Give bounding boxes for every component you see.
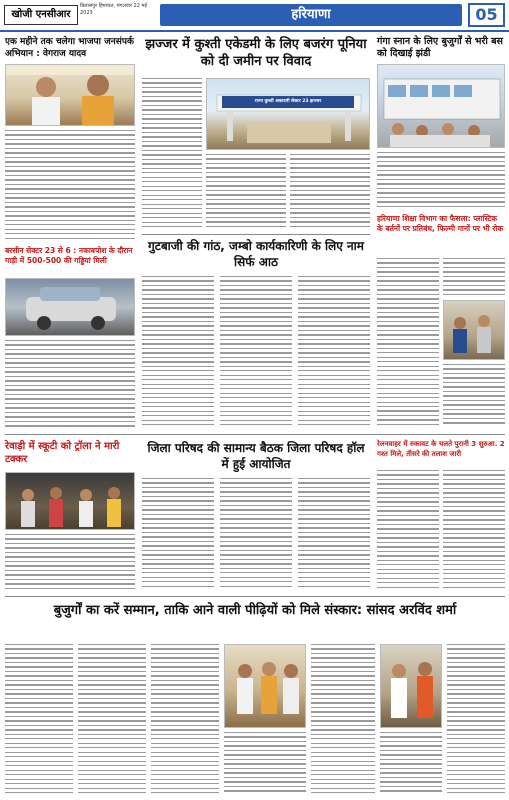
text-lead-col1: [142, 78, 202, 228]
headline-top-left: एक महीने तक चलेगा भाजपा जनसंपर्क अभियान : वेगराज यादव: [5, 37, 134, 59]
academy-building-illustration: [207, 79, 370, 150]
academy-sign-board: राज्य कुश्ती अकादमी सेक्टर 23 झज्जर: [222, 96, 354, 108]
text-right-mid-col2b: [443, 364, 505, 426]
text-bottom-col3: [151, 644, 219, 794]
photo-event-2: [380, 644, 442, 728]
car-illustration: [6, 279, 135, 336]
headline-bottom: बुजुर्गों का करें सम्मान, ताकि आने वाली पीढ़ियों को मिले संस्कार: सांसद अरविंद शर्मा: [53, 603, 457, 618]
text-center-mid-col2: [220, 276, 292, 426]
masthead: [0, 0, 509, 30]
text-bottom-col1: [5, 644, 73, 794]
page-number: 05: [468, 3, 505, 27]
text-bottom-col6: [380, 732, 442, 794]
photo-event-1: [224, 644, 306, 728]
divider-row3: [5, 596, 505, 597]
photo-school: [443, 300, 505, 360]
text-center-mid-col3: [298, 276, 370, 426]
issue-line: बिलासपुर हिमाचल, मंगलवार 22 मई 2023: [80, 3, 147, 16]
text-top-left: [5, 130, 135, 242]
headline-center-mid: गुटबाजी की गांठ, जम्बो कार्यकारिणी के लिए नाम सिर्फ आठ: [148, 239, 364, 269]
text-left-lower: [5, 534, 135, 590]
text-bottom-col5: [311, 644, 375, 794]
photo-top-left: [5, 64, 135, 126]
photo-car: [5, 278, 135, 336]
masthead-rule: [0, 30, 509, 32]
bus-crowd-illustration: [378, 65, 505, 148]
text-center-lower-col3: [298, 478, 370, 590]
people-illustration: [6, 65, 135, 126]
text-right-mid-col1: [377, 258, 439, 426]
text-right-lower-col1: [377, 470, 439, 590]
text-center-lower-col1: [142, 478, 214, 590]
classroom-illustration: [444, 301, 505, 360]
text-top-right: [377, 152, 505, 208]
text-lead-col2: [206, 154, 286, 230]
headline-left-mid: बरसीन सेक्टर 23 से 6 : नकाबपोश के दौरान गाड़ी में 500-500 की गड्डियां मिली: [5, 246, 133, 265]
text-center-lower-col2: [220, 478, 292, 590]
photo-academy: [206, 78, 370, 150]
divider-row1: [142, 234, 370, 235]
section-title: हरियाणा: [291, 7, 331, 22]
text-lead-col3: [290, 154, 370, 230]
headline-right-lower: रेलनवाहर में रुकावट के चलते पुरानी 3 शुरुआ. 2 गश्त मिले, तीसरे की तलाश जारी: [377, 440, 505, 458]
text-right-mid-col2: [443, 258, 505, 298]
headline-center-lower: जिला परिषद की सामान्य बैठक जिला परिषद हॉल में हुई आयोजित: [147, 441, 365, 471]
text-bottom-col2: [78, 644, 146, 794]
headline-top-right: गंगा स्नान के लिए बुजुर्गों से भरी बस को दिखाई झंडी: [377, 36, 503, 59]
text-right-lower-col2: [443, 470, 505, 590]
headline-lead: झज्जर में कुश्ती एकेडमी के लिए बजरंग पूनिया को दी जमीन पर विवाद: [145, 37, 367, 69]
text-bottom-col4: [224, 732, 306, 794]
headline-right-mid: हरियाणा शिक्षा विभाग का फैसला: प्लास्टिक के बर्तनों पर प्रतिबंध, फिल्मी गानों पर भी रोक: [377, 214, 504, 233]
headline-left-lower: रेवाड़ी में स्कूटी को ट्रॉला ने मारी टक्कर: [5, 441, 120, 465]
photo-bus: [377, 64, 505, 148]
elders-illustration: [225, 645, 306, 728]
divider-row2: [5, 434, 505, 435]
newspaper-logo: खोजी एनसीआर: [4, 5, 78, 25]
felicitation-illustration: [381, 645, 442, 728]
photo-accident: [5, 472, 135, 530]
text-left-mid: [5, 340, 135, 430]
text-center-mid-col1: [142, 276, 214, 426]
text-bottom-col7: [447, 644, 505, 794]
crowd-illustration: [6, 473, 135, 530]
